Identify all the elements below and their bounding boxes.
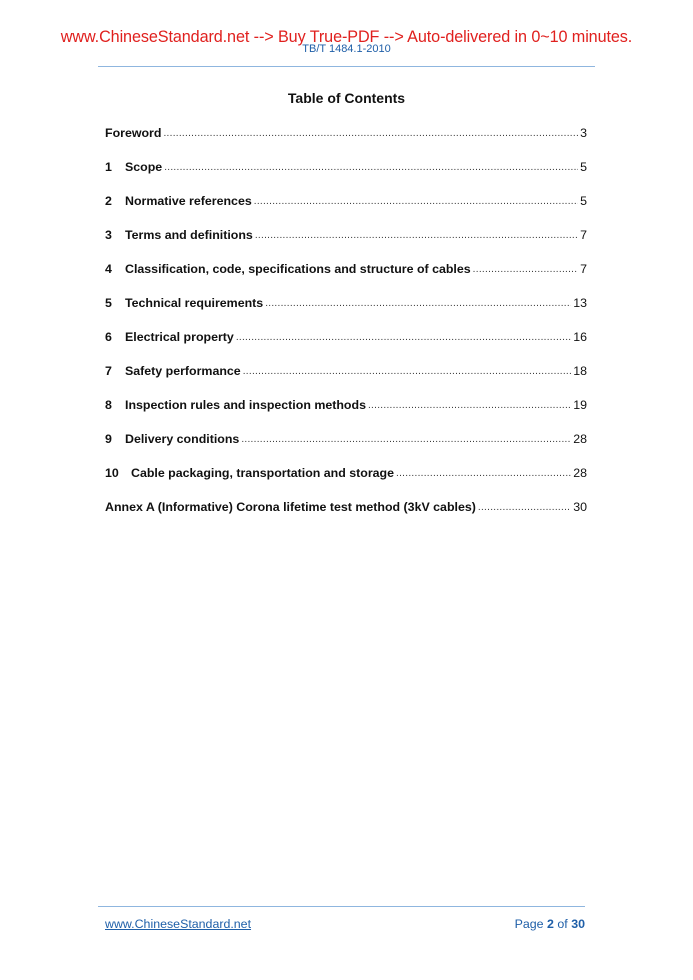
toc-entry-label: Technical requirements (125, 296, 264, 310)
toc-entry-annex-a[interactable] (105, 497, 587, 515)
footer-website-link[interactable]: www.ChineseStandard.net (105, 917, 252, 931)
page-of-label: of (557, 917, 568, 931)
toc-leader-dots (164, 161, 578, 175)
toc-entry-number: 1 (105, 160, 112, 174)
toc-entry-page: 18 (573, 364, 587, 378)
toc-entry-scope[interactable] (105, 157, 587, 175)
toc-entry-label: Classification, code, specifications and structure of cables (125, 262, 471, 276)
toc-entry-number: 5 (105, 296, 112, 310)
toc-leader-dots (255, 229, 578, 243)
toc-entry-label: Safety performance (125, 364, 241, 378)
toc-entry-label: Annex A (Informative) Corona lifetime test method (3kV cables) (105, 500, 476, 514)
toc-entry-page: 19 (573, 398, 587, 412)
toc-leader-dots (254, 195, 578, 209)
toc-leader-dots (368, 399, 571, 413)
toc-entry-number: 3 (105, 228, 112, 242)
toc-leader-dots (265, 297, 571, 311)
toc-entry-page: 28 (573, 432, 587, 446)
toc-entry-cable-packaging[interactable] (105, 463, 587, 481)
toc-entry-number: 4 (105, 262, 112, 276)
footer-divider (98, 906, 585, 907)
toc-entry-safety-performance[interactable] (105, 361, 587, 379)
toc-entry-number: 10 (105, 466, 119, 480)
toc-entry-terms-definitions[interactable] (105, 225, 587, 243)
toc-entry-foreword[interactable] (105, 123, 587, 141)
toc-entry-page: 5 (580, 194, 587, 208)
current-page: 2 (547, 917, 554, 931)
toc-entry-label: Delivery conditions (125, 432, 240, 446)
toc-entry-page: 7 (580, 228, 587, 242)
toc-entry-delivery-conditions[interactable] (105, 429, 587, 447)
toc-entry-technical-requirements[interactable] (105, 293, 587, 311)
toc-leader-dots (241, 433, 571, 447)
toc-leader-dots (163, 127, 578, 141)
toc-leader-dots (243, 365, 572, 379)
toc-entry-page: 28 (573, 466, 587, 480)
standard-code: TB/T 1484.1-2010 (302, 43, 391, 55)
toc-entry-page: 16 (573, 330, 587, 344)
toc-entry-label: Electrical property (125, 330, 234, 344)
total-pages: 30 (571, 917, 585, 931)
toc-entry-label: Foreword (105, 126, 162, 140)
footer-page-number (515, 917, 585, 931)
toc-leader-dots (396, 467, 571, 481)
toc-entry-number: 7 (105, 364, 112, 378)
toc-entry-label: Terms and definitions (125, 228, 253, 242)
toc-leader-dots (473, 263, 578, 277)
toc-entry-classification[interactable] (105, 259, 587, 277)
page-label: Page (514, 917, 544, 931)
promo-banner[interactable]: www.ChineseStandard.net --> Buy True-PDF --> Auto-delivered in 0~10 minutes. (60, 28, 633, 46)
toc-entry-label: Inspection rules and inspection methods (125, 398, 366, 412)
toc-entry-page: 13 (573, 296, 587, 310)
toc-entry-label: Scope (125, 160, 163, 174)
toc-entry-page: 3 (580, 126, 587, 140)
toc-entry-page: 30 (573, 500, 587, 514)
toc-entry-number: 9 (105, 432, 112, 446)
toc-entry-page: 5 (580, 160, 587, 174)
toc-entry-label: Cable packaging, transportation and storage (131, 466, 395, 480)
toc-entry-number: 6 (105, 330, 112, 344)
toc-leader-dots (236, 331, 571, 345)
header-divider (98, 66, 595, 67)
toc-entry-page: 7 (580, 262, 587, 276)
toc-entry-number: 8 (105, 398, 112, 412)
toc-entry-electrical-property[interactable] (105, 327, 587, 345)
toc-title: Table of Contents (287, 90, 406, 106)
toc-entry-inspection-rules[interactable] (105, 395, 587, 413)
toc-leader-dots (478, 501, 571, 515)
toc-entry-label: Normative references (125, 194, 252, 208)
toc-entry-number: 2 (105, 194, 112, 208)
toc-entry-normative-references[interactable] (105, 191, 587, 209)
